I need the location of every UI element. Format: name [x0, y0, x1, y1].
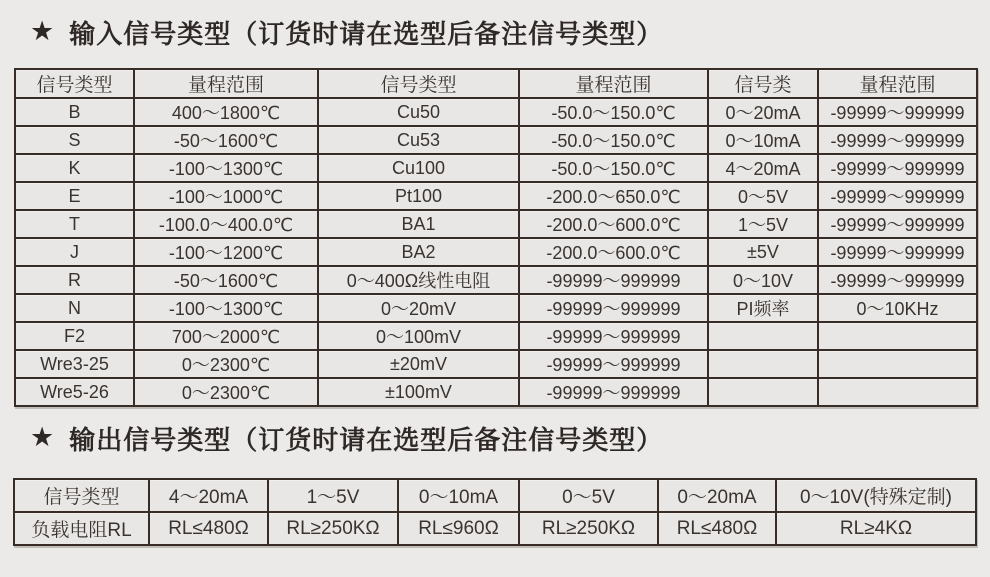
table-cell: -99999～999999	[818, 266, 977, 294]
output-signal-section-title	[30, 420, 663, 457]
table-cell: -99999～999999	[818, 98, 977, 126]
table-cell: ±5V	[708, 238, 818, 266]
table-cell: BA2	[318, 238, 519, 266]
table-cell	[818, 350, 977, 378]
table-cell: 1～5V	[708, 210, 818, 238]
table-cell: -99999～999999	[818, 210, 977, 238]
table-cell: 0～10V	[708, 266, 818, 294]
column-header: 信号类型	[15, 69, 134, 98]
table-cell: J	[15, 238, 134, 266]
table-cell	[818, 378, 977, 406]
table-cell: 0～2300℃	[134, 378, 318, 406]
table-cell: -99999～999999	[818, 154, 977, 182]
table-cell: -100～1300℃	[134, 294, 318, 322]
table-cell: RL≤480Ω	[149, 512, 268, 545]
table-cell: 4～20mA	[708, 154, 818, 182]
table-cell: R	[15, 266, 134, 294]
table-row	[15, 322, 977, 350]
table-cell: -99999～999999	[519, 350, 708, 378]
table-cell: RL≥250KΩ	[519, 512, 658, 545]
table-row	[15, 294, 977, 322]
table-cell	[708, 350, 818, 378]
table-cell: RL≥250KΩ	[268, 512, 398, 545]
table-cell: 0～20mV	[318, 294, 519, 322]
output-section-title-text: 输出信号类型（订货时请在选型后备注信号类型）	[69, 425, 664, 455]
table-cell: -100～1000℃	[134, 182, 318, 210]
table-cell: RL≤480Ω	[658, 512, 776, 545]
table-cell: 0～2300℃	[134, 350, 318, 378]
table-cell: Cu50	[318, 98, 519, 126]
table-cell: 0～5V	[519, 479, 658, 512]
table-cell: -100.0～400.0℃	[134, 210, 318, 238]
table-cell: -99999～999999	[519, 266, 708, 294]
table-cell: F2	[15, 322, 134, 350]
table-cell: Pt100	[318, 182, 519, 210]
input-signal-section-title	[30, 14, 663, 51]
table-row	[15, 182, 977, 210]
table-cell: 0～10V(特殊定制)	[776, 479, 976, 512]
table-cell: -50.0～150.0℃	[519, 126, 708, 154]
table-cell: ±20mV	[318, 350, 519, 378]
table-cell: 700～2000℃	[134, 322, 318, 350]
output-signal-table	[13, 478, 977, 546]
table-cell: 0～10mA	[708, 126, 818, 154]
table-cell: ±100mV	[318, 378, 519, 406]
table-row	[15, 126, 977, 154]
table-cell: -200.0～600.0℃	[519, 210, 708, 238]
table-cell	[818, 322, 977, 350]
table-cell: 负载电阻RL	[14, 512, 149, 545]
column-header: 信号类	[708, 69, 818, 98]
table-cell: 400～1800℃	[134, 98, 318, 126]
table-row	[15, 378, 977, 406]
table-cell: 0～5V	[708, 182, 818, 210]
column-header: 量程范围	[134, 69, 318, 98]
table-cell: -99999～999999	[818, 126, 977, 154]
table-row	[15, 266, 977, 294]
table-cell: -50.0～150.0℃	[519, 154, 708, 182]
star-icon: ★	[30, 16, 56, 46]
column-header: 量程范围	[818, 69, 977, 98]
table-cell: -99999～999999	[519, 294, 708, 322]
input-signal-table	[14, 68, 978, 407]
table-cell: -50～1600℃	[134, 266, 318, 294]
table-cell: RL≤960Ω	[398, 512, 519, 545]
output-table-load-row	[14, 512, 976, 545]
table-cell: 0～100mV	[318, 322, 519, 350]
table-cell: S	[15, 126, 134, 154]
table-cell: E	[15, 182, 134, 210]
table-cell	[708, 378, 818, 406]
input-section-title-text: 输入信号类型（订货时请在选型后备注信号类型）	[69, 19, 664, 49]
star-icon: ★	[30, 422, 56, 452]
table-cell: -100～1200℃	[134, 238, 318, 266]
table-cell: 1～5V	[268, 479, 398, 512]
table-cell: Wre5-26	[15, 378, 134, 406]
table-cell: -99999～999999	[519, 322, 708, 350]
table-cell: 0～20mA	[658, 479, 776, 512]
column-header: 信号类型	[318, 69, 519, 98]
table-cell: N	[15, 294, 134, 322]
table-cell: Cu100	[318, 154, 519, 182]
output-table-header-row	[14, 479, 976, 512]
column-header: 量程范围	[519, 69, 708, 98]
table-row	[15, 350, 977, 378]
table-cell: K	[15, 154, 134, 182]
table-cell: -50～1600℃	[134, 126, 318, 154]
table-cell: -99999～999999	[818, 182, 977, 210]
table-cell: BA1	[318, 210, 519, 238]
table-row	[15, 210, 977, 238]
table-cell: -99999～999999	[519, 378, 708, 406]
table-row	[15, 98, 977, 126]
table-cell: Wre3-25	[15, 350, 134, 378]
table-cell: -100～1300℃	[134, 154, 318, 182]
table-cell	[708, 322, 818, 350]
table-row	[15, 238, 977, 266]
table-cell: -200.0～600.0℃	[519, 238, 708, 266]
table-cell: PI频率	[708, 294, 818, 322]
table-cell: -99999～999999	[818, 238, 977, 266]
table-cell: 0～10KHz	[818, 294, 977, 322]
table-cell: -50.0～150.0℃	[519, 98, 708, 126]
table-cell: 信号类型	[14, 479, 149, 512]
table-cell: 0～20mA	[708, 98, 818, 126]
table-cell: B	[15, 98, 134, 126]
table-row	[15, 154, 977, 182]
table-cell: -200.0～650.0℃	[519, 182, 708, 210]
table-cell: T	[15, 210, 134, 238]
table-cell: 0～400Ω线性电阻	[318, 266, 519, 294]
table-cell: RL≥4KΩ	[776, 512, 976, 545]
table-cell: 0～10mA	[398, 479, 519, 512]
table-cell: 4～20mA	[149, 479, 268, 512]
input-table-header-row	[15, 69, 977, 98]
table-cell: Cu53	[318, 126, 519, 154]
